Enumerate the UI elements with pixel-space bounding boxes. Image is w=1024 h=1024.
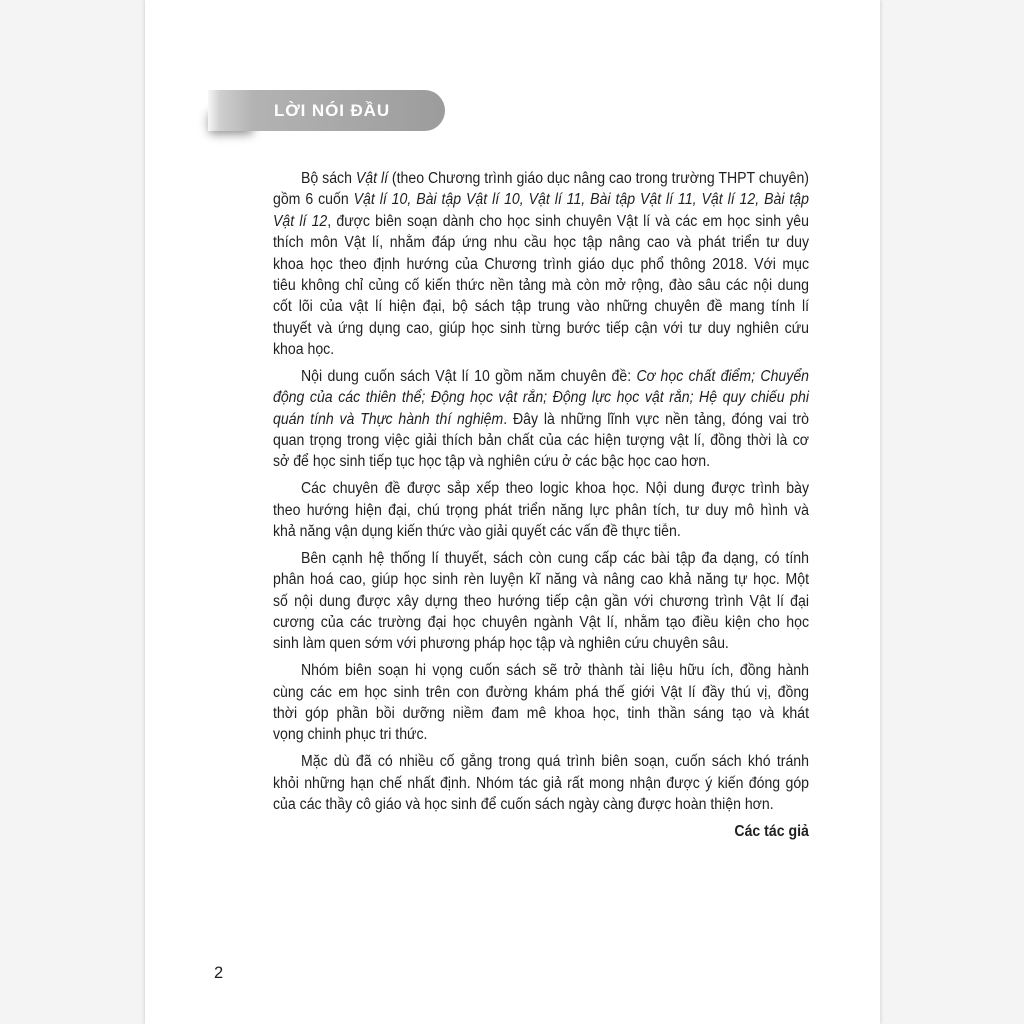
text-line bbox=[273, 189, 809, 210]
text-run: của các thầy cô giáo và học sinh để cuốn sách ngày càng được hoàn thiện hơn. bbox=[273, 795, 774, 813]
paragraph bbox=[273, 751, 809, 815]
text-line bbox=[273, 366, 809, 387]
line-text bbox=[273, 521, 681, 542]
italic-text-run: Cơ học chất điểm; Chuyển bbox=[636, 367, 810, 385]
text-line bbox=[273, 612, 809, 633]
paragraph bbox=[273, 168, 809, 361]
text-run: tiêu không chỉ củng cố kiến thức nền tảng mà còn mở rộng, đào sâu các nội dung bbox=[273, 276, 810, 294]
text-line bbox=[273, 591, 809, 612]
text-line bbox=[273, 751, 809, 772]
paragraph bbox=[273, 478, 809, 542]
text-run: Bên cạnh hệ thống lí thuyết, sách còn cung cấp các bài tập đa dạng, có tính bbox=[301, 549, 809, 567]
text-run: Nhóm biên soạn hi vọng cuốn sách sẽ trở thành tài liệu hữu ích, đồng hành bbox=[301, 662, 809, 680]
line-text bbox=[273, 254, 809, 275]
text-run: theo hướng hiện đại, chú trọng phát triển năng lực phân tích, tư duy mô hình và bbox=[273, 501, 809, 519]
line-text bbox=[273, 703, 809, 724]
paragraph bbox=[273, 366, 809, 473]
text-run: quan trọng trong việc giải thích bản chất của các hiện tượng vật lí, đồng thời là cơ bbox=[273, 432, 809, 450]
text-run: vọng chinh phục tri thức. bbox=[273, 726, 428, 744]
text-run: khoa học. bbox=[273, 341, 335, 359]
section-title: LỜI NÓI ĐẦU bbox=[274, 101, 391, 120]
text-line bbox=[273, 451, 809, 472]
text-run: gồm 6 cuốn bbox=[273, 191, 354, 209]
text-line bbox=[273, 633, 809, 654]
text-run: (theo Chương trình giáo dục nâng cao trong trường THPT chuyên) bbox=[388, 170, 809, 187]
line-text bbox=[273, 773, 809, 794]
line-text bbox=[273, 387, 809, 408]
text-line bbox=[273, 168, 809, 189]
line-text bbox=[273, 451, 710, 472]
text-line bbox=[273, 521, 809, 542]
text-run: cùng các em học sinh trên con đường khám phá thế giới Vật lí đầy thú vị, đồng bbox=[273, 683, 810, 701]
heading-banner bbox=[208, 90, 445, 131]
text-run: sở để học sinh tiếp tục học tập và nghiên cứu ở các bậc học cao hơn. bbox=[273, 453, 711, 471]
line-text bbox=[273, 339, 334, 360]
signature-line bbox=[273, 821, 809, 842]
text-line bbox=[273, 569, 809, 590]
text-run: thuyết và ứng dụng cao, giúp học sinh từng bước tiếp cận với tư duy nghiên cứu bbox=[273, 319, 810, 337]
text-run: khỏi những hạn chế nhất định. Nhóm tác giả rất mong nhận được ý kiến đóng góp bbox=[273, 774, 810, 792]
line-text bbox=[273, 409, 809, 430]
italic-text-run: Vật lí bbox=[355, 170, 389, 187]
line-text bbox=[273, 318, 809, 339]
line-text bbox=[301, 548, 809, 569]
line-text bbox=[273, 430, 809, 451]
text-line bbox=[273, 478, 809, 499]
line-text bbox=[273, 612, 809, 633]
text-line bbox=[273, 703, 809, 724]
line-text bbox=[273, 682, 809, 703]
text-line bbox=[273, 318, 809, 339]
text-line bbox=[273, 211, 809, 232]
line-text bbox=[273, 794, 774, 815]
line-text bbox=[273, 724, 427, 745]
italic-text-run: Vật lí 12 bbox=[273, 212, 328, 230]
text-run: phân hoá cao, giúp học sinh rèn luyện kĩ năng và nâng cao khả năng tự học. Một bbox=[273, 571, 809, 589]
line-text bbox=[273, 500, 809, 521]
text-run: khoa học theo định hướng của Chương trình giáo dục phổ thông 2018. Với mục bbox=[273, 255, 810, 273]
line-text bbox=[301, 660, 809, 681]
text-run: Bộ sách bbox=[301, 170, 356, 187]
text-line bbox=[273, 660, 809, 681]
line-text bbox=[301, 751, 809, 772]
preface-body bbox=[273, 168, 809, 842]
text-line bbox=[273, 387, 809, 408]
text-run: cương của các trường đại học chuyên ngành Vật lí, nhằm tạo điều kiện cho học bbox=[273, 613, 810, 631]
text-line bbox=[273, 254, 809, 275]
line-text bbox=[301, 478, 809, 499]
line-text bbox=[273, 232, 809, 253]
italic-text-run: Vật lí 10, Bài tập Vật lí 10, Vật lí 11, Bài tập Vật lí 11, Vật lí 12, Bài tập bbox=[353, 191, 809, 209]
italic-text-run: quán tính và Thực hành thí nghiệm bbox=[273, 410, 504, 428]
line-text bbox=[273, 296, 809, 317]
text-run: sinh làm quen sớm với phương pháp học tập và nghiên cứu chuyên sâu. bbox=[273, 635, 729, 653]
page-number: 2 bbox=[214, 964, 224, 982]
paragraph-list bbox=[273, 168, 809, 815]
italic-text-run: động của các thiên thể; Động học vật rắn; Động lực học vật rắn; Hệ quy chiếu phi bbox=[273, 389, 809, 407]
text-run: Nội dung cuốn sách Vật lí 10 gồm năm chuyên đề: bbox=[301, 367, 637, 385]
paragraph bbox=[273, 660, 809, 746]
text-run: cốt lõi của vật lí hiện đại, bộ sách tập trung vào những chuyên đề mang tính lí bbox=[273, 298, 809, 316]
text-run: , được biên soạn dành cho học sinh chuyên Vật lí và các em học sinh yêu bbox=[327, 212, 810, 230]
line-text bbox=[273, 189, 809, 210]
text-line bbox=[273, 430, 809, 451]
text-line bbox=[273, 500, 809, 521]
text-run: Mặc dù đã có nhiều cố gắng trong quá trình biên soạn, cuốn sách khó tránh bbox=[301, 753, 809, 771]
text-line bbox=[273, 339, 809, 360]
text-line bbox=[273, 724, 809, 745]
text-line bbox=[273, 296, 809, 317]
signature: Các tác giả bbox=[734, 822, 809, 840]
text-run: số nội dung được xây dựng theo hướng tiếp cận gần với chương trình Vật lí đại bbox=[273, 592, 810, 610]
text-line bbox=[273, 409, 809, 430]
text-run: khả năng vận dụng kiến thức vào giải quyết các vấn đề thực tiễn. bbox=[273, 523, 681, 541]
text-line bbox=[273, 232, 809, 253]
text-line bbox=[273, 773, 809, 794]
text-line bbox=[273, 682, 809, 703]
line-text bbox=[273, 633, 729, 654]
line-text bbox=[301, 366, 809, 387]
text-line bbox=[273, 275, 809, 296]
paragraph bbox=[273, 548, 809, 655]
line-text bbox=[273, 211, 809, 232]
text-line bbox=[273, 794, 809, 815]
line-text bbox=[273, 569, 809, 590]
text-run: . Đây là những lĩnh vực nền tảng, đóng vai trò bbox=[503, 410, 809, 428]
line-text bbox=[273, 591, 809, 612]
text-run: Các chuyên đề được sắp xếp theo logic khoa học. Nội dung được trình bày bbox=[301, 480, 809, 498]
line-text bbox=[301, 168, 809, 189]
text-run: thích môn Vật lí, nhằm đáp ứng nhu cầu học tập nâng cao và phát triển tư duy bbox=[273, 234, 810, 252]
line-text bbox=[273, 275, 809, 296]
book-page bbox=[145, 0, 880, 1024]
text-run: thời góp phần bồi dưỡng niềm đam mê khoa học, tinh thần sáng tạo và khát bbox=[273, 704, 810, 722]
text-line bbox=[273, 548, 809, 569]
